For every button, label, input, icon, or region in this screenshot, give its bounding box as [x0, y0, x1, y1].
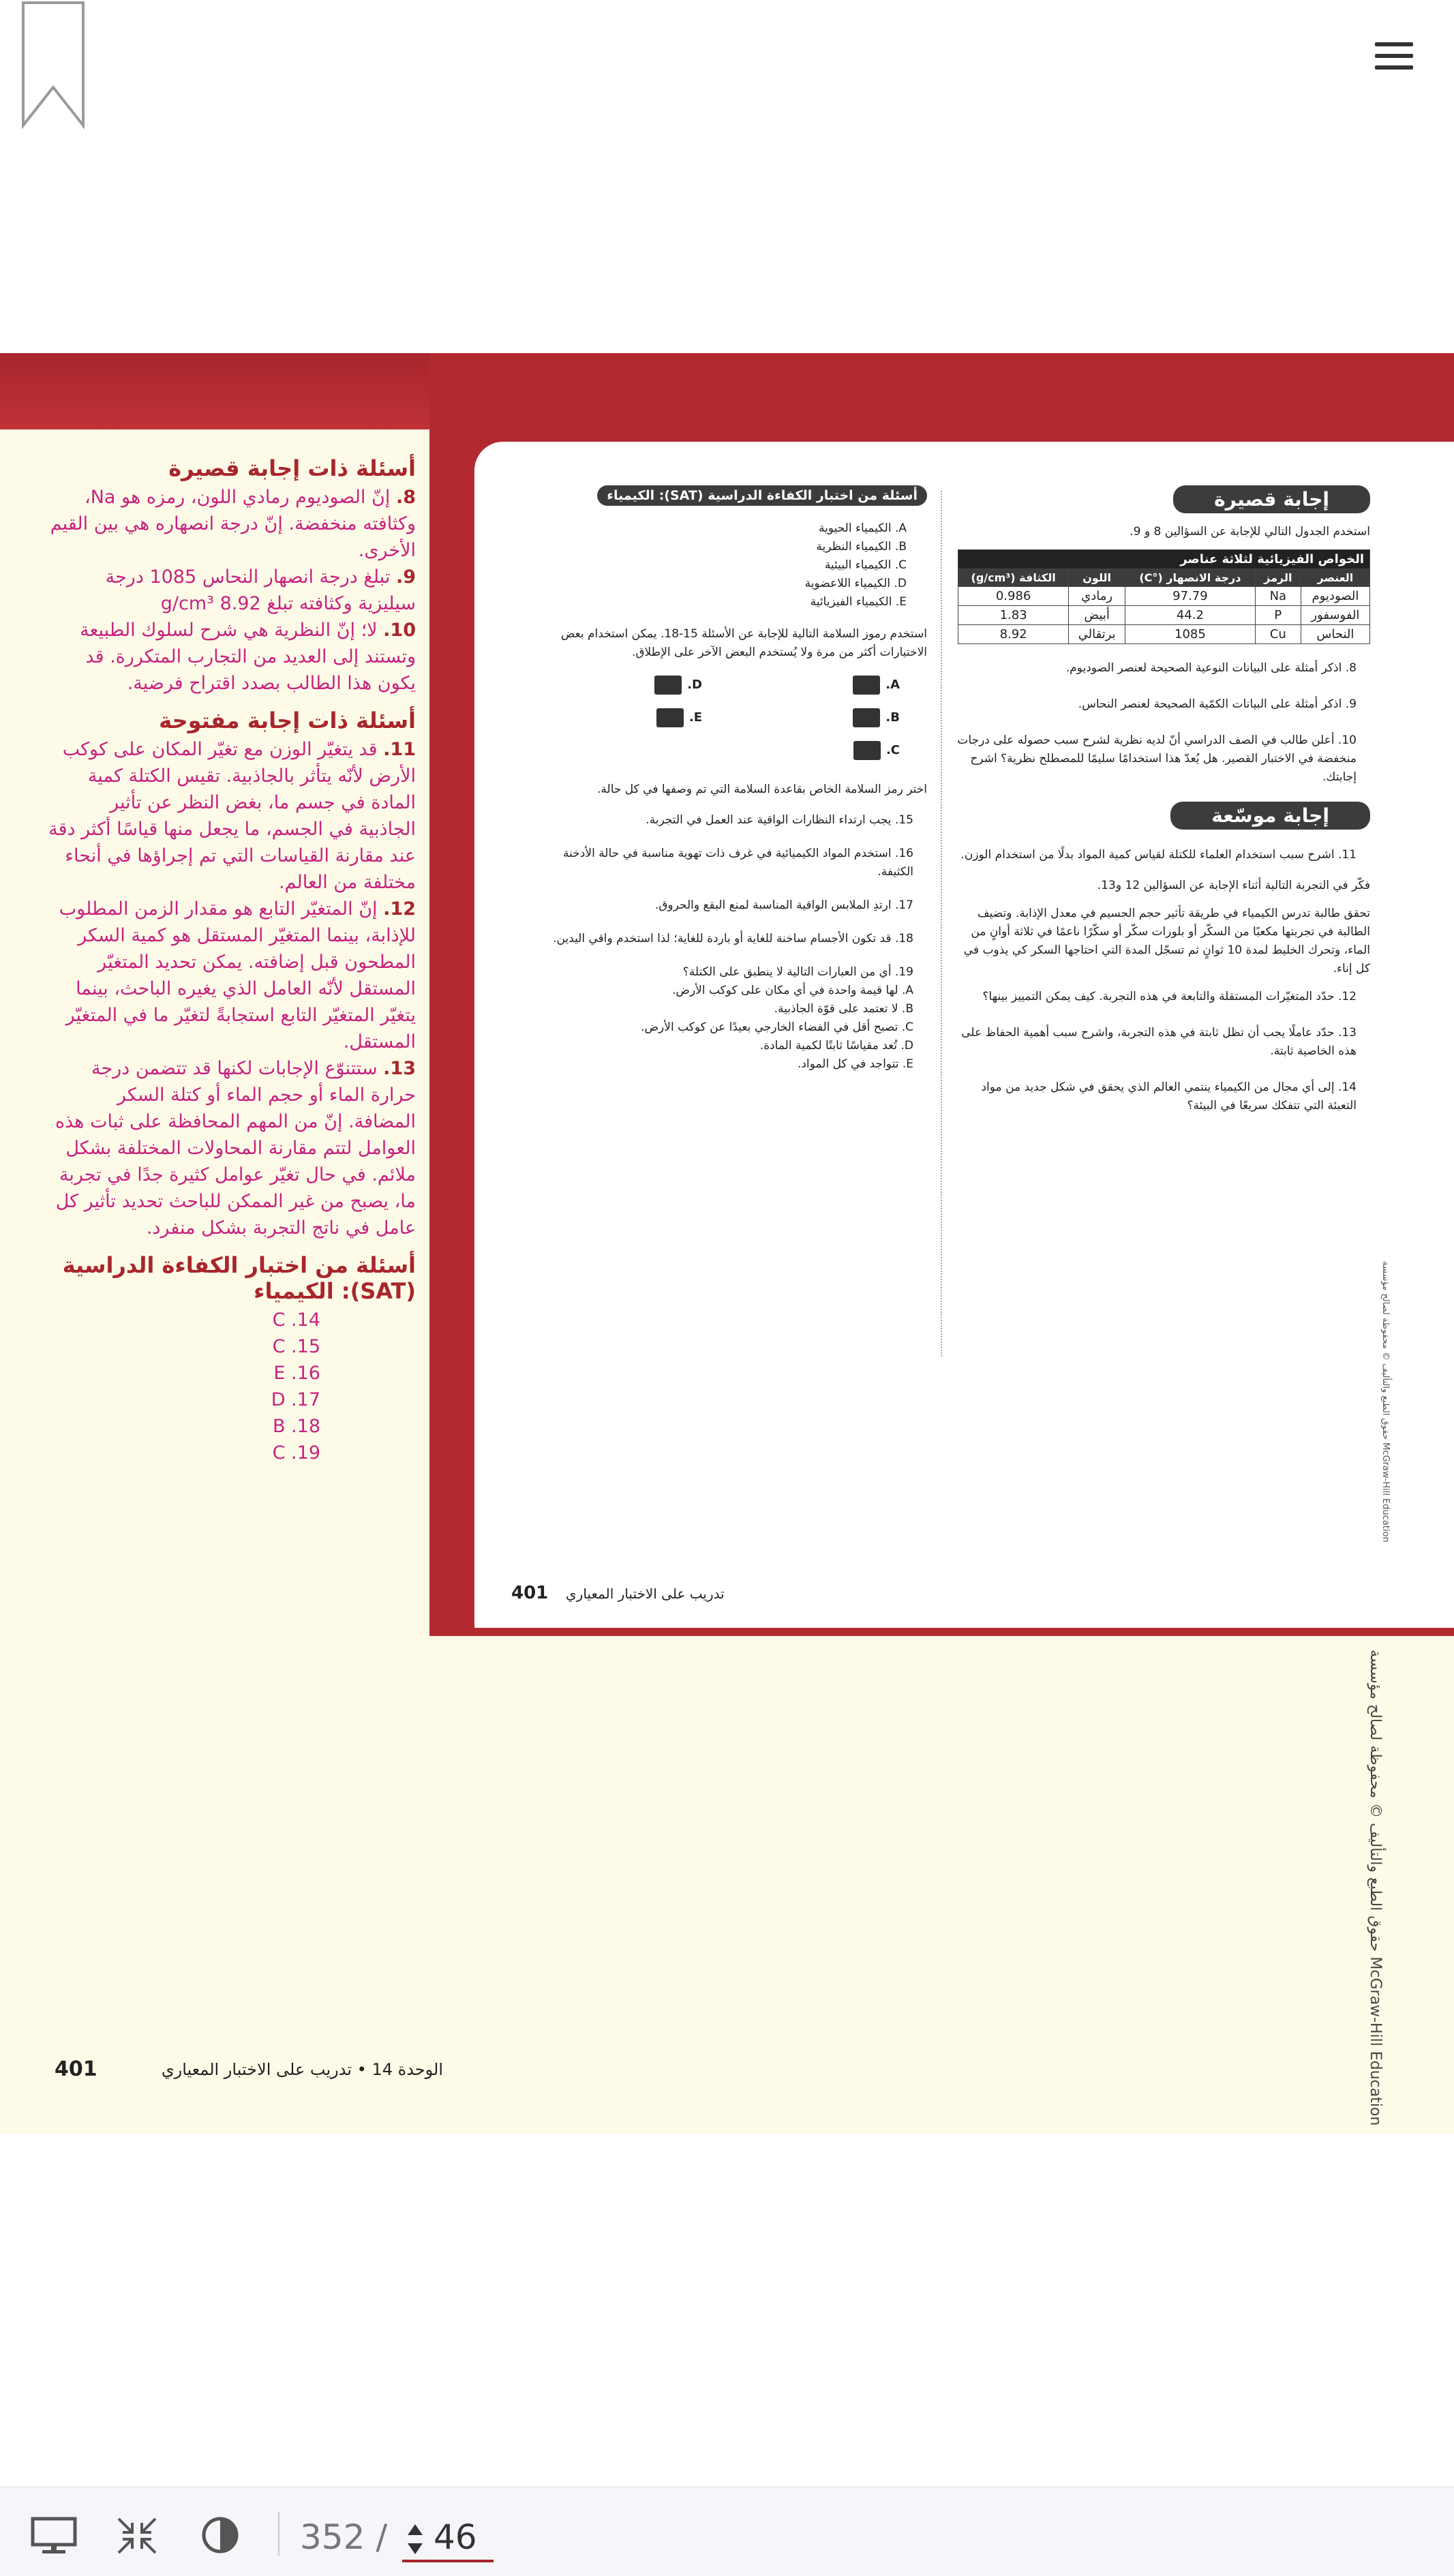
answer-12: 12. إنّ المتغيّر التابع هو مقدار الزمن المطلوب للإذابة، بينما المتغيّر المستقل هو كمية السكر المطحون قبل إضافته. يمكن تحديد المتغيّر المستقل لأنّه العامل الذي يغيره الباحث، بينما يتغيّر المتغيّر التابع استجابةً لتغيّر ما في المتغيّر المستقل. — [59, 898, 416, 1052]
choice-e: E. الكيمياء الفيزيائية — [810, 595, 907, 609]
safety-symbols — [539, 676, 927, 771]
table-row — [958, 587, 1370, 606]
question-9: 9. اذكر أمثلة على البيانات الكمّية الصحيحة لعنصر النحاس. — [1078, 697, 1357, 711]
table-cell: الصوديوم — [1301, 587, 1369, 606]
clothing-icon — [853, 741, 881, 760]
table-header: درجة الانصهار (°C) — [1125, 569, 1255, 587]
answer-19: C .19 — [272, 1442, 320, 1464]
table-row — [958, 606, 1370, 625]
experiment-text: تحقق طالبة تدرس الكيمياء في طريقة تأثير حجم الجسيم في معدل الإذابة. وتضيف الطالبة في تجربتها مكعبًا من السكّر أو بلورات سكّر أو سكّرًا ناعمًا في ثلاثة أوانٍ من الماء، وتحرك الخليط لمدة 10 ثوانٍ ثم تسجّل المدة التي احتاجها السكر كي يذوب في كل إناء. — [963, 907, 1370, 975]
table-cell: 8.92 — [958, 625, 1069, 644]
answer-14: C .14 — [272, 1309, 320, 1331]
bookmark-icon[interactable] — [20, 0, 86, 130]
page-stepper-icon[interactable] — [406, 2520, 424, 2558]
page-total: 352 / — [300, 2517, 388, 2557]
question-18: 18. قد تكون الأجسام ساخنة للغاية أو باردة للغاية؛ لذا استخدم واقي اليدين. — [553, 932, 913, 945]
table-intro: استخدم الجدول التالي للإجابة عن السؤالين 8 و 9. — [1130, 525, 1370, 539]
table-caption: الخواص الفيزيائية لثلاثة عناصر — [958, 550, 1370, 569]
table-cell: Na — [1255, 587, 1301, 606]
sat-section — [539, 485, 927, 1074]
choice-a: A. الكيمياء الحيوية — [818, 521, 907, 535]
question-14: 14. إلى أي مجال من الكيمياء ينتمي العالم الذي يحقق في شكل جديد من مواد التعبئة التي تتفكك سريعًا في البيئة؟ — [981, 1080, 1357, 1112]
q19-choice-e: E. تتواجد في كل المواد. — [797, 1057, 913, 1071]
answer-key-column — [48, 455, 416, 1466]
choice-c: C. الكيمياء البيئية — [824, 558, 907, 572]
q19-choice-c: C. تصبح أقل في الفضاء الخارجي بعيدًا عن كوكب الأرض. — [641, 1020, 913, 1034]
answer-heading-sat: أسئلة من اختبار الكفاءة الدراسية (SAT): الكيمياء — [62, 1252, 416, 1304]
copyright-text: حقوق الطبع والتأليف © محفوظة لصالح مؤسسة McGraw-Hill Education — [1367, 1650, 1384, 2126]
table-row — [958, 625, 1370, 644]
question-12: 12. حدّد المتغيّرات المستقلة والتابعة في هذه التجربة. كيف يمكن التمييز بينها؟ — [982, 990, 1357, 1003]
contrast-icon[interactable] — [196, 2515, 244, 2556]
question-11: 11. اشرح سبب استخدام العلماء للكتلة لقياس كمية المواد بدلًا من استخدام الوزن. — [960, 848, 1357, 862]
table-cell: 1.83 — [958, 606, 1069, 625]
choice-d: D. الكيمياء اللاعضوية — [804, 577, 907, 590]
menu-icon[interactable] — [1375, 42, 1413, 75]
extended-answer-heading: إجابة موسّعة — [1170, 802, 1370, 830]
table-header: العنصر — [1301, 569, 1369, 587]
q19-choice-d: D. تُعد مقياسًا ثابتًا لكمية المادة. — [759, 1039, 913, 1052]
table-cell: رمادي — [1069, 587, 1125, 606]
table-cell: برتقالي — [1069, 625, 1125, 644]
inner-footer-text: تدريب على الاختبار المعياري — [566, 1586, 725, 1602]
answer-10: 10. لا؛ إنّ النظرية هي شرح لسلوك الطبيعة وتستند إلى العديد من التجارب المتكررة. قد يكون هذا الطالب بصدد اقتراح فرضية. — [80, 620, 416, 694]
question-10: 10. أعلن طالب في الصف الدراسي أنّ لديه نظرية لشرح سبب حصوله على درجات منخفضة في الاختبار القصير. هل يُعدّ هذا استخدامًا سليمًا للمصطلح نظرية؟ اشرح إجابتك. — [957, 733, 1357, 784]
table-cell: الفوسفور — [1301, 606, 1369, 625]
table-cell: أبيض — [1069, 606, 1125, 625]
answer-11: 11. قد يتغيّر الوزن مع تغيّر المكان على كوكب الأرض لأنّه يتأثر بالجاذبية. تقيس الكتلة كمية المادة في جسم ما، بغض النظر عن تأثير الجاذبية في الجسم، ما يجعل منها قياسًا أكثر دقة عند مقارنة القياسات التي تم إجراؤها في أنحاء مختلفة من العالم. — [48, 739, 416, 893]
safety-symbol-c: C. — [848, 741, 900, 760]
table-cell: 1085 — [1125, 625, 1255, 644]
safety-symbol-d: D. — [649, 676, 702, 695]
toolbar-divider — [278, 2512, 279, 2556]
answer-17: D .17 — [271, 1389, 320, 1410]
answer-16: E .16 — [273, 1363, 320, 1384]
answer-13: 13. ستتنوّع الإجابات لكنها قد تتضمن درجة حرارة الماء أو حجم الماء أو كتلة السكر المضافة. إنّ من المهم المحافظة على ثبات هذه العوامل لتتم مقارنة المحاولات المختلفة بشكل ملائم. في حال تغيّر عوامل كثيرة جدًا في تجربة ما، يصبح من غير الممكن للباحث تحديد تأثير كل عامل في ناتج التجربة بشكل منفرد. — [55, 1058, 416, 1239]
question-13: 13. حدّد عاملًا يجب أن تظل ثابتة في هذه التجربة، واشرح سبب أهمية الحفاظ على هذه الخاصية ثابتة. — [961, 1026, 1357, 1058]
question-8: 8. اذكر أمثلة على البيانات النوعية الصحيحة لعنصر الصوديوم. — [1065, 661, 1357, 675]
table-cell: 44.2 — [1125, 606, 1255, 625]
table-header: الرمز — [1255, 569, 1301, 587]
table-cell: النحاس — [1301, 625, 1369, 644]
table-header: اللون — [1069, 569, 1125, 587]
inner-page-number: 401 — [511, 1583, 549, 1603]
answer-15: C .15 — [272, 1336, 320, 1357]
viewer-toolbar — [0, 2487, 1454, 2576]
question-15: 15. يجب ارتداء النظارات الواقية عند العمل في التجربة. — [646, 813, 913, 827]
answer-heading-short: أسئلة ذات إجابة قصيرة — [168, 455, 416, 481]
question-17: 17. ارتدِ الملابس الواقية المناسبة لمنع البقع والحروق. — [654, 898, 913, 912]
footer-text: الوحدة 14 • تدريب على الاختبار المعياري — [161, 2060, 443, 2079]
properties-table — [958, 549, 1370, 644]
answer-18: B .18 — [272, 1416, 320, 1437]
goggles-icon — [853, 676, 880, 695]
table-cell: 0.986 — [958, 587, 1069, 606]
q19-choice-b: B. لا تعتمد على قوّة الجاذبية. — [774, 1002, 913, 1016]
table-cell: Cu — [1255, 625, 1301, 644]
thermal-icon — [654, 676, 682, 695]
answer-9: 9. تبلغ درجة انصهار النحاس 1085 درجة سيليزية وكثافته تبلغ 8.92 g/cm³ — [105, 566, 416, 614]
short-answer-section — [954, 485, 1370, 1115]
sat-heading: أسئلة من اختبار الكفاءة الدراسية (SAT): الكيمياء — [597, 485, 927, 506]
collapse-icon[interactable] — [113, 2515, 161, 2556]
choice-b: B. الكيمياء النظرية — [816, 540, 907, 554]
experiment-intro: فكّر في التجربة التالية أثناء الإجابة عن السؤالين 12 و13. — [1097, 879, 1370, 892]
safety-symbol-b: B. — [847, 708, 900, 727]
q19-choice-a: A. لها قيمة واحدة في أي مكان على كوكب الأرض. — [671, 984, 913, 997]
fume-icon — [853, 708, 880, 727]
column-divider — [941, 491, 942, 1357]
page-input[interactable]: 46 — [434, 2517, 477, 2557]
symbols-instruction: اختر رمز السلامة الخاص بقاعدة السلامة التي تم وصفها في كل حالة. — [597, 783, 927, 796]
question-16: 16. استخدم المواد الكيميائية في غرف ذات تهوية مناسبة في حالة الأدخنة الكثيفة. — [563, 847, 913, 879]
hand-icon — [656, 708, 684, 727]
safety-symbol-e: E. — [651, 708, 702, 727]
symbols-intro: استخدم رموز السلامة التالية للإجابة عن الأسئلة 15-18. يمكن استخدام بعض الاختيارات أكثر من مرة ولا يُستخدم البعض الآخر على الإطلاق. — [560, 627, 927, 659]
answer-8: 8. إنّ الصوديوم رمادي اللون، رمزه هو Na، وكثافته منخفضة. إنّ درجة انصهاره هي بين القيم الأخرى. — [50, 487, 416, 561]
page-input-underline — [402, 2560, 494, 2562]
inner-copyright: حقوق الطبع والتأليف © محفوظة لصالح مؤسسة McGraw-Hill Education — [1380, 1261, 1391, 1543]
question-19: 19. أي من العبارات التالية لا ينطبق على الكتلة؟ — [682, 965, 913, 979]
presentation-icon[interactable] — [30, 2515, 78, 2556]
page-number: 401 — [55, 2057, 97, 2081]
short-answer-heading: إجابة قصيرة — [1173, 485, 1370, 513]
answer-heading-open: أسئلة ذات إجابة مفتوحة — [159, 708, 416, 733]
table-cell: 97.79 — [1125, 587, 1255, 606]
table-cell: P — [1255, 606, 1301, 625]
table-header: الكثافة (g/cm³) — [958, 569, 1069, 587]
safety-symbol-a: A. — [847, 676, 900, 695]
